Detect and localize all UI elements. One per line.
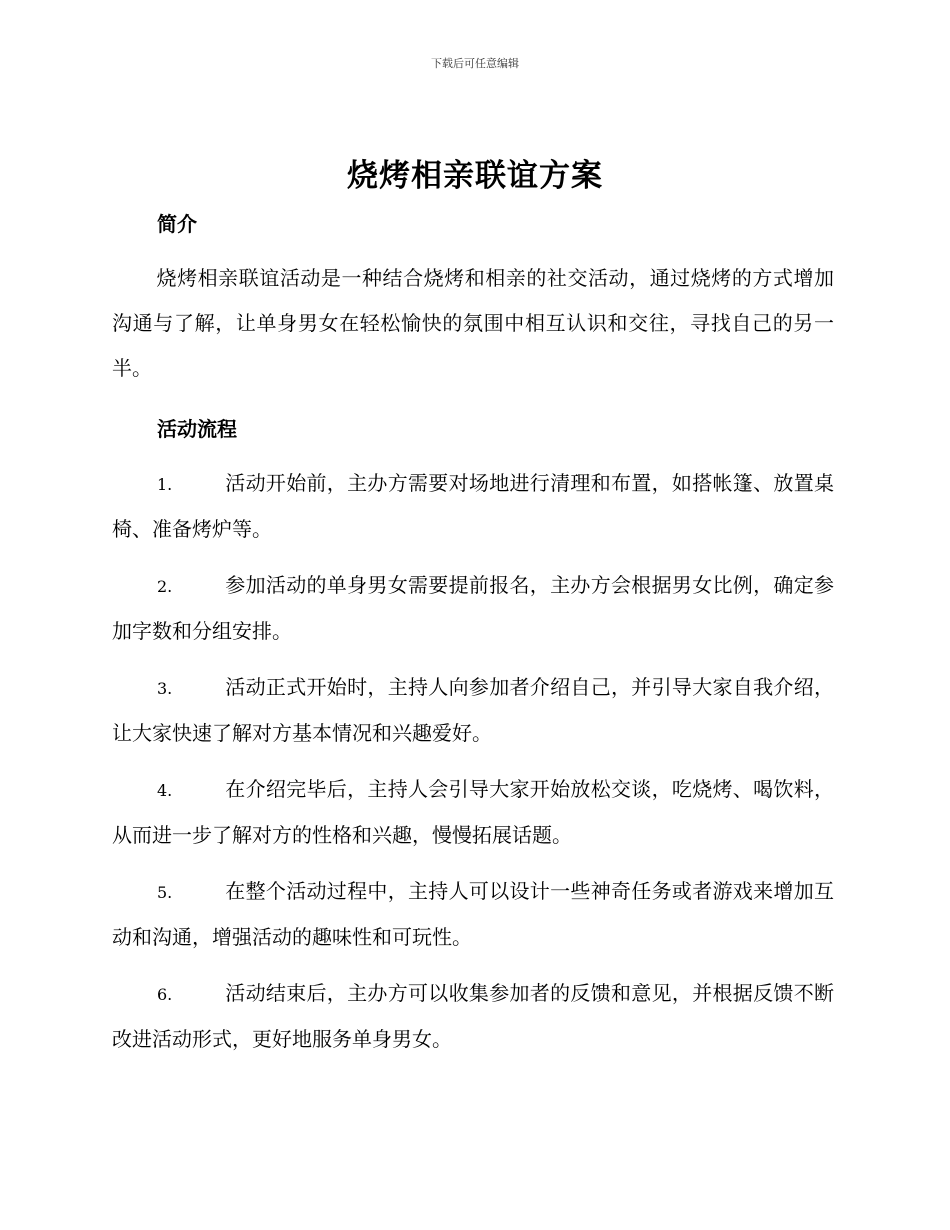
- list-item-text: 活动开始前，主办方需要对场地进行清理和布置，如搭帐篷、放置桌椅、准备烤炉等。: [112, 471, 834, 541]
- list-item-number: 1.: [157, 475, 173, 494]
- list-item-text: 在介绍完毕后，主持人会引导大家开始放松交谈，吃烧烤、喝饮料，从而进一步了解对方的性格和兴趣，慢慢拓展话题。: [112, 777, 834, 847]
- list-item-number: 6.: [157, 985, 173, 1004]
- intro-text: 烧烤相亲联谊活动是一种结合烧烤和相亲的社交活动，通过烧烤的方式增加沟通与了解，让单身男女在轻松愉快的氛围中相互认识和交往，寻找自己的另一半。: [112, 266, 834, 380]
- list-item-number: 2.: [157, 577, 173, 596]
- list-item-number: 5.: [157, 883, 173, 902]
- list-item: [112, 563, 834, 654]
- list-item-number: 3.: [157, 679, 173, 698]
- process-heading: 活动流程: [157, 417, 237, 441]
- list-item: [112, 869, 834, 960]
- list-item-text: 参加活动的单身男女需要提前报名，主办方会根据男女比例，确定参加字数和分组安排。: [112, 573, 834, 643]
- list-item-text: 活动正式开始时，主持人向参加者介绍自己，并引导大家自我介绍，让大家快速了解对方基本情况和兴趣爱好。: [112, 675, 834, 745]
- header-note: 下载后可任意编辑: [431, 57, 519, 70]
- list-item-text: 活动结束后，主办方可以收集参加者的反馈和意见，并根据反馈不断改进活动形式，更好地服务单身男女。: [112, 981, 834, 1051]
- list-item-text: 在整个活动过程中，主持人可以设计一些神奇任务或者游戏来增加互动和沟通，增强活动的趣味性和可玩性。: [112, 879, 834, 949]
- list-item-number: 4.: [157, 781, 173, 800]
- document-title: 烧烤相亲联谊方案: [347, 158, 603, 194]
- list-item: [112, 461, 834, 552]
- intro-paragraph: [112, 256, 834, 391]
- list-item: [112, 665, 834, 756]
- list-item: [112, 971, 834, 1062]
- intro-heading: 简介: [157, 212, 197, 236]
- list-item: [112, 767, 834, 858]
